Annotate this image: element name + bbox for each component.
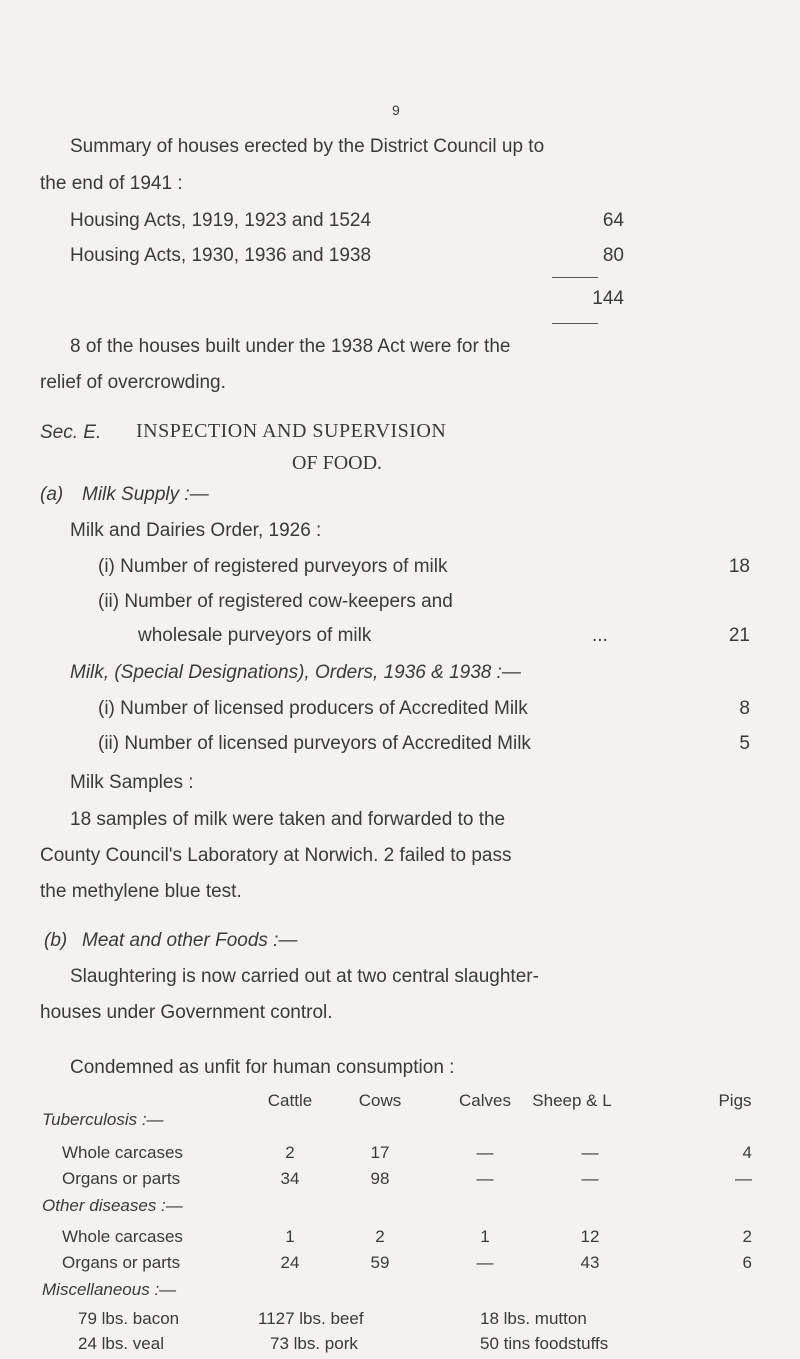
- misc-item: 73 lbs. pork: [270, 1334, 358, 1353]
- misc-item: 24 lbs. veal: [78, 1334, 164, 1353]
- tuberculosis-heading: Tuberculosis :—: [42, 1110, 164, 1129]
- milk-heading-letter: (a): [40, 484, 64, 505]
- table-cell: 17: [370, 1143, 390, 1162]
- table-cell: 1: [480, 1227, 490, 1246]
- table-cell: 1: [285, 1227, 295, 1246]
- meat-line: Slaughtering is now carried out at two central slaughter-: [70, 966, 539, 987]
- sum-rule-bottom: [552, 323, 598, 324]
- column-header: Pigs: [718, 1091, 752, 1110]
- milk-item-dots: ...: [592, 625, 608, 646]
- sum-rule-top: [552, 277, 598, 278]
- table-cell: 2: [375, 1227, 385, 1246]
- summary-note-2: relief of overcrowding.: [40, 372, 226, 393]
- milk-samples-line: County Council's Laboratory at Norwich. 2 failed to pass: [40, 845, 512, 866]
- section-title-2: OF FOOD.: [292, 452, 383, 474]
- table-cell: 43: [580, 1253, 600, 1272]
- misc-item: 79 lbs. bacon: [78, 1309, 180, 1328]
- page-number: 9: [392, 102, 400, 118]
- column-header: Calves: [459, 1091, 511, 1110]
- summary-row-label: Housing Acts, 1919, 1923 and 1524: [70, 210, 372, 231]
- summary-total: 144: [592, 288, 624, 309]
- table-cell: —: [476, 1253, 494, 1272]
- special-item-value: 8: [739, 698, 750, 719]
- milk-item-value: 18: [728, 556, 750, 577]
- meat-heading: Meat and other Foods :—: [82, 930, 298, 951]
- summary-row-value: 64: [602, 210, 624, 231]
- table-cell: 12: [580, 1227, 600, 1246]
- summary-line-1: Summary of houses erected by the District Council up to: [70, 136, 545, 157]
- table-cell: 2: [742, 1227, 752, 1246]
- meat-line: houses under Government control.: [40, 1002, 333, 1023]
- misc-item: 50 tins foodstuffs: [480, 1334, 609, 1353]
- table-cell: —: [735, 1169, 752, 1188]
- summary-row-label: Housing Acts, 1930, 1936 and 1938: [70, 245, 372, 266]
- misc-item: 18 lbs. mutton: [480, 1309, 587, 1328]
- table-row-label: Organs or parts: [62, 1253, 181, 1272]
- milk-item: wholesale purveyors of milk: [138, 625, 372, 646]
- milk-order: Milk and Dairies Order, 1926 :: [70, 520, 322, 541]
- special-item-value: 5: [739, 733, 750, 754]
- table-cell: 59: [370, 1253, 390, 1272]
- table-row-label: Whole carcases: [62, 1143, 183, 1162]
- milk-item: (ii) Number of registered cow-keepers and: [98, 591, 453, 612]
- column-header: Sheep & L: [532, 1091, 612, 1110]
- column-header: Cows: [358, 1091, 402, 1110]
- special-item: (ii) Number of licensed purveyors of Accredited Milk: [98, 733, 531, 754]
- meat-heading-letter: (b): [44, 930, 68, 951]
- column-header: Cattle: [267, 1091, 313, 1110]
- special-item: (i) Number of licensed producers of Accredited Milk: [98, 698, 528, 719]
- table-cell: 24: [280, 1253, 300, 1272]
- miscellaneous-heading: Miscellaneous :—: [42, 1280, 177, 1299]
- section-title: INSPECTION AND SUPERVISION: [136, 420, 447, 442]
- milk-samples-line: the methylene blue test.: [40, 881, 242, 902]
- table-cell: —: [476, 1169, 494, 1188]
- table-row-label: Organs or parts: [62, 1169, 181, 1188]
- section-prefix: Sec. E.: [40, 422, 102, 443]
- milk-samples-heading: Milk Samples :: [70, 772, 194, 793]
- table-cell: —: [581, 1143, 599, 1162]
- table-cell: 2: [285, 1143, 295, 1162]
- condemned-heading: Condemned as unfit for human consumption :: [70, 1057, 455, 1078]
- table-cell: 98: [370, 1169, 390, 1188]
- milk-item-value: 21: [728, 625, 750, 646]
- summary-row-value: 80: [602, 245, 624, 266]
- misc-item: 1127 lbs. beef: [258, 1309, 364, 1328]
- table-cell: 6: [742, 1253, 752, 1272]
- summary-note-1: 8 of the houses built under the 1938 Act were for the: [70, 336, 511, 357]
- special-designations-heading: Milk, (Special Designations), Orders, 1936 & 1938 :—: [70, 662, 521, 683]
- milk-samples-line: 18 samples of milk were taken and forwarded to the: [70, 809, 506, 830]
- table-cell: —: [476, 1143, 494, 1162]
- table-cell: 34: [280, 1169, 300, 1188]
- table-row-label: Whole carcases: [62, 1227, 183, 1246]
- table-cell: 4: [742, 1143, 752, 1162]
- table-cell: —: [581, 1169, 599, 1188]
- milk-item: (i) Number of registered purveyors of milk: [98, 556, 448, 577]
- other-diseases-heading: Other diseases :—: [42, 1196, 183, 1215]
- milk-heading: Milk Supply :—: [82, 484, 209, 505]
- summary-line-2: the end of 1941 :: [40, 173, 183, 194]
